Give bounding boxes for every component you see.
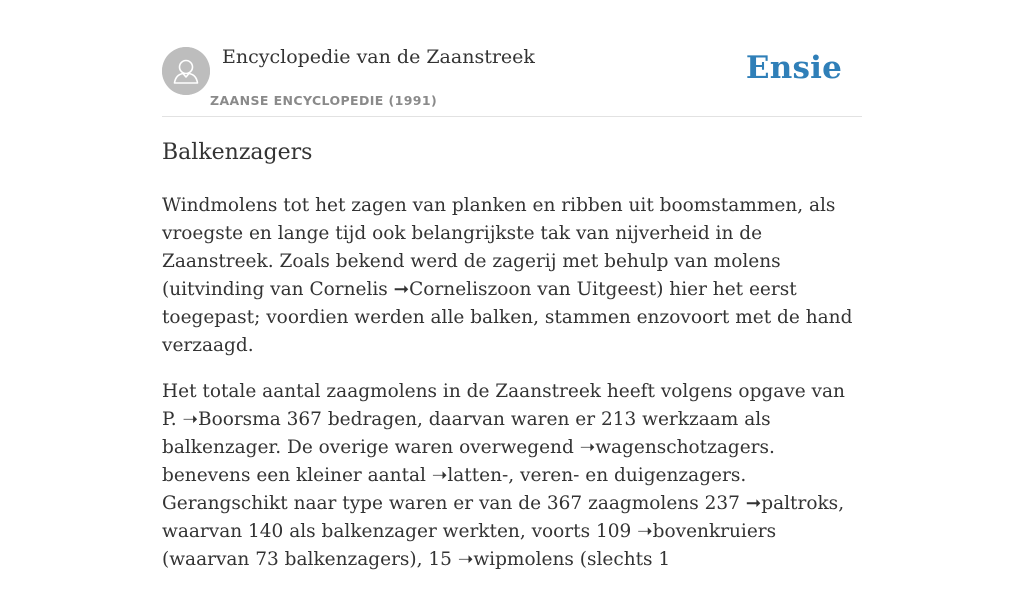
- user-silhouette-icon: [162, 47, 210, 95]
- site-header: [162, 0, 862, 117]
- xref-link-paltroks[interactable]: ➞paltroks: [745, 493, 839, 514]
- xref-link-wagenschotzagers[interactable]: ➝wagenschotzagers: [579, 437, 770, 458]
- paragraph-2: [162, 378, 862, 574]
- text-segment: Het totale aantal zaagmolens in de Zaanstreek heeft volgens opgave van P.: [162, 381, 845, 430]
- text-segment: . benevens een kleiner aantal: [162, 437, 775, 486]
- paragraph-1: [162, 192, 862, 360]
- brand-logo-link[interactable]: Ensie: [745, 50, 842, 86]
- text-segment: van Uitgeest) hier het eerst toegepast; voordien werden alle balken, stammen enzovoort met de hand verzaagd.: [162, 279, 853, 356]
- text-segment: (slechts 1: [573, 549, 671, 570]
- xref-link-bovenkruiers[interactable]: ➝bovenkruiers: [637, 521, 777, 542]
- xref-link-latten-zagers[interactable]: ➝latten-, veren- en duigenzagers: [431, 465, 741, 486]
- xref-link-wipmolens[interactable]: ➝wipmolens: [457, 549, 574, 570]
- text-segment: Windmolens tot het zagen van planken en ribben uit boomstammen, als vroegste en lange tijd ook belangrijkste tak van nijverheid in de Zaanstreek. Zoals bekend werd de zagerij met behulp van molens (uitvinding van Cornelis: [162, 195, 836, 300]
- text-segment: (waarvan 73 balkenzagers), 15: [162, 549, 458, 570]
- text-segment: 367 bedragen, daarvan waren er 213 werkzaam als balkenzager. De overige waren overwegend: [162, 409, 771, 458]
- page: [162, 0, 862, 570]
- text-segment: , waarvan 140 als balkenzager werkten, voorts 109: [162, 493, 845, 542]
- avatar[interactable]: [162, 47, 210, 95]
- article-title: Balkenzagers: [162, 140, 313, 165]
- text-segment: . Gerangschikt naar type waren er van de 367 zaagmolens 237: [162, 465, 747, 514]
- xref-link-boorsma[interactable]: ➝Boorsma: [182, 409, 281, 430]
- site-subtitle: ZAANSE ENCYCLOPEDIE (1991): [210, 93, 438, 108]
- article-body: [162, 192, 862, 592]
- xref-link-corneliszoon[interactable]: ➞Corneliszoon: [393, 279, 532, 300]
- site-title[interactable]: Encyclopedie van de Zaanstreek: [222, 46, 535, 68]
